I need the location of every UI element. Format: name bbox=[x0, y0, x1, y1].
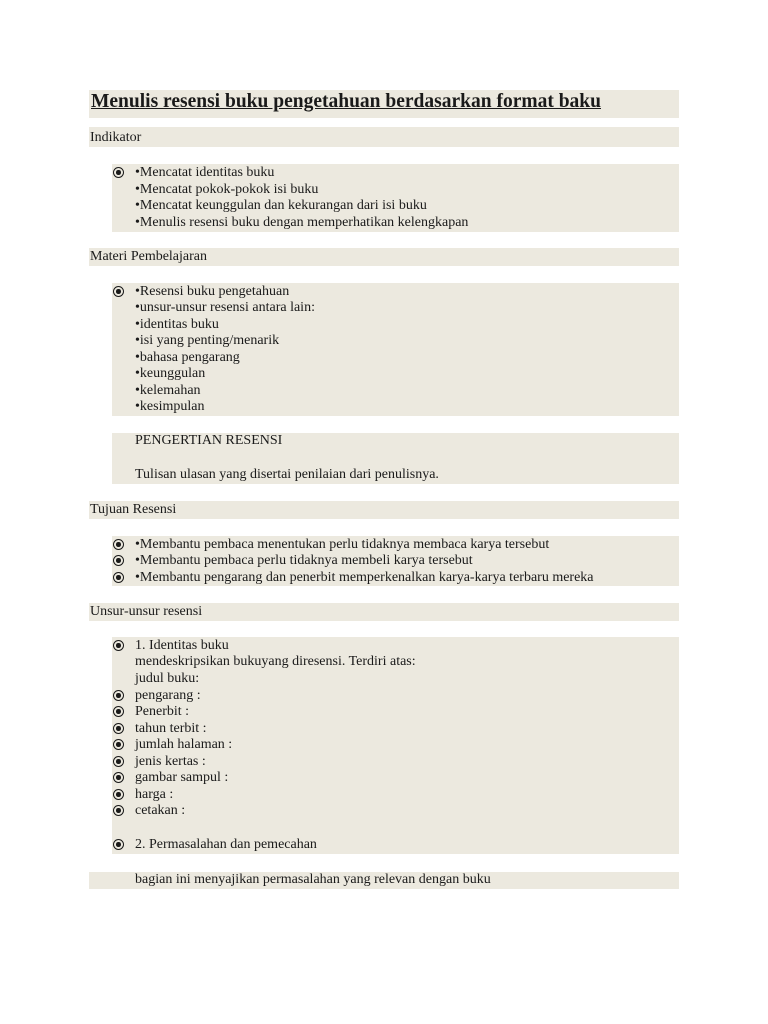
page-title: Menulis resensi buku pengetahuan berdasarkan format baku bbox=[91, 91, 601, 112]
radio-bullet-icon bbox=[113, 706, 124, 717]
indikator-heading-band bbox=[89, 127, 679, 147]
materi-item: •kelemahan bbox=[135, 383, 201, 398]
radio-bullet-icon bbox=[113, 839, 124, 850]
identitas-field: jumlah halaman : bbox=[135, 737, 233, 752]
identitas-field: gambar sampul : bbox=[135, 770, 229, 785]
permasalahan-desc: bagian ini menyajikan permasalahan yang relevan dengan buku bbox=[135, 872, 491, 887]
materi-item: •bahasa pengarang bbox=[135, 350, 240, 365]
identitas-field: cetakan : bbox=[135, 803, 186, 818]
materi-item: •identitas buku bbox=[135, 317, 219, 332]
tujuan-item: •Membantu pembaca perlu tidaknya membeli karya tersebut bbox=[135, 553, 473, 568]
identitas-field: harga : bbox=[135, 787, 174, 802]
tujuan-item: •Membantu pengarang dan penerbit memperkenalkan karya-karya terbaru mereka bbox=[135, 570, 594, 585]
tujuan-heading: Tujuan Resensi bbox=[90, 502, 177, 517]
judul-label: judul buku: bbox=[135, 671, 200, 686]
identitas-title: 1. Identitas buku bbox=[135, 638, 229, 653]
indikator-item: •Menulis resensi buku dengan memperhatikan kelengkapan bbox=[135, 215, 469, 230]
identitas-desc: mendeskripsikan bukuyang diresensi. Terdiri atas: bbox=[135, 654, 416, 669]
unsur-heading: Unsur-unsur resensi bbox=[90, 604, 203, 619]
materi-item: •unsur-unsur resensi antara lain: bbox=[135, 300, 315, 315]
radio-bullet-icon bbox=[113, 789, 124, 800]
radio-bullet-icon bbox=[113, 805, 124, 816]
radio-bullet-icon bbox=[113, 167, 124, 178]
materi-heading: Materi Pembelajaran bbox=[90, 249, 208, 264]
radio-bullet-icon bbox=[113, 640, 124, 651]
materi-item: •Resensi buku pengetahuan bbox=[135, 284, 290, 299]
identitas-field: Penerbit : bbox=[135, 704, 190, 719]
radio-bullet-icon bbox=[113, 690, 124, 701]
radio-bullet-icon bbox=[113, 539, 124, 550]
tujuan-item: •Membantu pembaca menentukan perlu tidaknya membaca karya tersebut bbox=[135, 537, 550, 552]
identitas-field: jenis kertas : bbox=[135, 754, 206, 769]
pengertian-text: Tulisan ulasan yang disertai penilaian dari penulisnya. bbox=[135, 467, 439, 482]
materi-item: •isi yang penting/menarik bbox=[135, 333, 280, 348]
radio-bullet-icon bbox=[113, 739, 124, 750]
radio-bullet-icon bbox=[113, 772, 124, 783]
permasalahan-title: 2. Permasalahan dan pemecahan bbox=[135, 837, 317, 852]
materi-item: •keunggulan bbox=[135, 366, 206, 381]
indikator-item: •Mencatat pokok-pokok isi buku bbox=[135, 182, 319, 197]
identitas-field: pengarang : bbox=[135, 688, 201, 703]
tujuan-heading-band bbox=[89, 501, 679, 519]
pengertian-heading: PENGERTIAN RESENSI bbox=[135, 433, 283, 448]
indikator-item: •Mencatat keunggulan dan kekurangan dari isi buku bbox=[135, 198, 427, 213]
radio-bullet-icon bbox=[113, 723, 124, 734]
materi-item: •kesimpulan bbox=[135, 399, 205, 414]
radio-bullet-icon bbox=[113, 756, 124, 767]
radio-bullet-icon bbox=[113, 572, 124, 583]
radio-bullet-icon bbox=[113, 555, 124, 566]
indikator-heading: Indikator bbox=[90, 130, 142, 145]
indikator-item: •Mencatat identitas buku bbox=[135, 165, 275, 180]
identitas-field: tahun terbit : bbox=[135, 721, 207, 736]
radio-bullet-icon bbox=[113, 286, 124, 297]
